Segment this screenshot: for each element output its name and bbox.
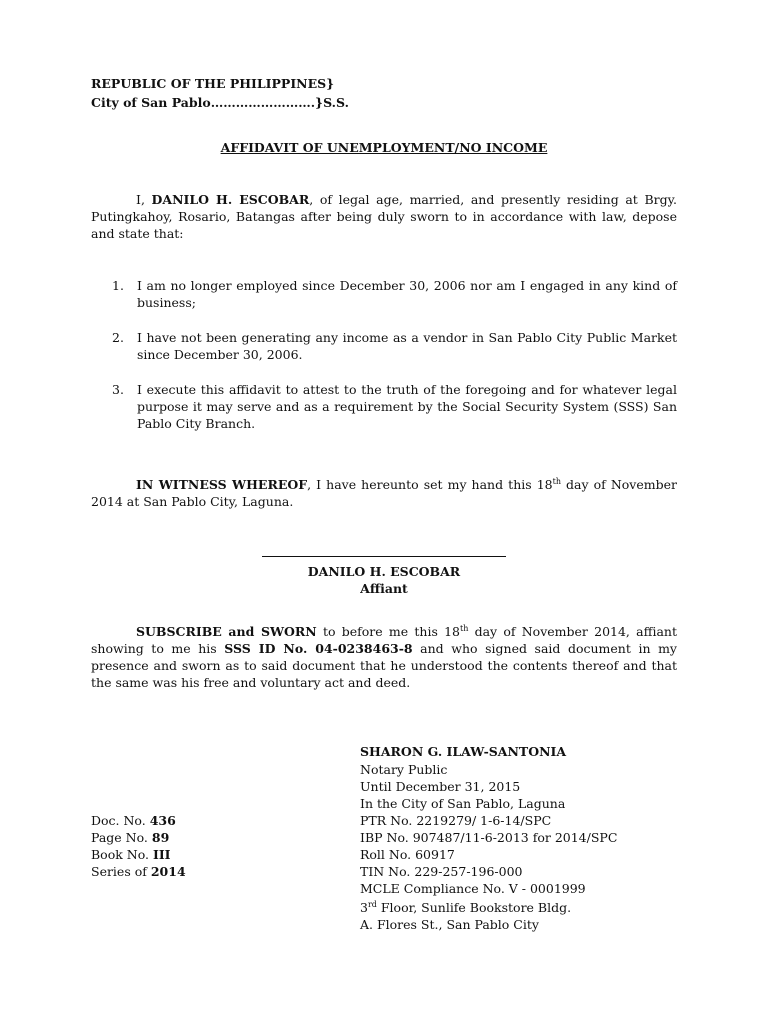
intro-post: , of legal age, married, and presently residing at Brgy. Putingkahoy, Rosario, Batangas after being duly sworn to in accordance with law, depose and state that:	[91, 192, 677, 241]
list-item-number: 1.	[112, 278, 124, 293]
list-item	[112, 381, 677, 433]
list-item-text: I execute this affidavit to attest to the truth of the foregoing and for whatever legal purpose it may serve and as a requirement by the Social Security System (SSS) San Pablo City Branch.	[137, 382, 677, 431]
docket-book	[91, 846, 171, 863]
intro-paragraph	[91, 191, 677, 242]
notary-ptr: PTR No. 2219279/ 1-6-14/SPC	[360, 813, 552, 828]
list-item-text: I have not been generating any income as a vendor in San Pablo City Public Market since December 30, 2006.	[137, 330, 677, 362]
witness-text1: , I have hereunto set my hand this 18	[307, 477, 553, 492]
docket-page	[91, 829, 169, 846]
docket-series-label: Series of	[91, 864, 151, 879]
witness-paragraph	[91, 476, 677, 510]
header-republic: REPUBLIC OF THE PHILIPPINES}	[91, 76, 335, 91]
notary-floor-rest: Floor, Sunlife Bookstore Bldg.	[376, 900, 572, 915]
sss-id: SSS ID No. 04-0238463-8	[224, 641, 413, 656]
notary-floor-sup: rd	[367, 899, 377, 909]
list-item-number: 2.	[112, 330, 124, 345]
docket-book-value: III	[152, 847, 171, 862]
sworn-bold: SUBSCRIBE and SWORN	[136, 624, 317, 639]
sworn-sup: th	[460, 623, 469, 633]
affiant-role: Affiant	[360, 581, 408, 596]
header-city: City of San Pablo…………………….}S.S.	[91, 95, 349, 110]
witness-bold: IN WITNESS WHEREOF	[136, 477, 308, 492]
notary-floor-num: 3	[360, 900, 368, 915]
docket-series-value: 2014	[150, 864, 186, 879]
docket-page-label: Page No.	[91, 830, 152, 845]
list-item-number: 3.	[112, 382, 124, 397]
notary-street: A. Flores St., San Pablo City	[360, 917, 539, 932]
notary-city: In the City of San Pablo, Laguna	[360, 796, 566, 811]
witness-text2: day of November 2014 at San Pablo City, Laguna.	[91, 477, 677, 509]
sworn-text1: to before me this 18	[316, 624, 460, 639]
signature-line	[262, 556, 506, 557]
sworn-paragraph	[91, 623, 677, 691]
docket-series	[91, 863, 186, 880]
notary-until: Until December 31, 2015	[360, 779, 521, 794]
docket-page-value: 89	[151, 830, 170, 845]
notary-floor	[360, 899, 571, 916]
docket-book-label: Book No.	[91, 847, 153, 862]
intro-pre: I,	[136, 192, 152, 207]
list-item	[112, 329, 677, 363]
notary-mcle: MCLE Compliance No. V - 0001999	[360, 881, 586, 896]
witness-sup: th	[552, 476, 561, 486]
affiant-name: DANILO H. ESCOBAR	[307, 564, 461, 579]
sworn-text2: day of November 2014, affiant showing to me his	[91, 624, 677, 656]
docket-doc-value: 436	[149, 813, 176, 828]
document-title: AFFIDAVIT OF UNEMPLOYMENT/NO INCOME	[220, 140, 548, 155]
notary-roll: Roll No. 60917	[360, 847, 455, 862]
docket-doc	[91, 812, 176, 829]
notary-title: Notary Public	[360, 762, 448, 777]
docket-doc-label: Doc. No.	[91, 813, 150, 828]
list-item-text: I am no longer employed since December 30, 2006 nor am I engaged in any kind of business;	[137, 278, 677, 310]
list-item	[112, 277, 677, 311]
intro-affiant-name: DANILO H. ESCOBAR	[151, 192, 310, 207]
notary-tin: TIN No. 229-257-196-000	[360, 864, 523, 879]
sworn-text3: and who signed said document in my presence and sworn as to said document that he understood the contents thereof and that the same was his free and voluntary act and deed.	[91, 641, 677, 690]
notary-name: SHARON G. ILAW-SANTONIA	[360, 744, 567, 759]
notary-ibp: IBP No. 907487/11-6-2013 for 2014/SPC	[360, 830, 618, 845]
